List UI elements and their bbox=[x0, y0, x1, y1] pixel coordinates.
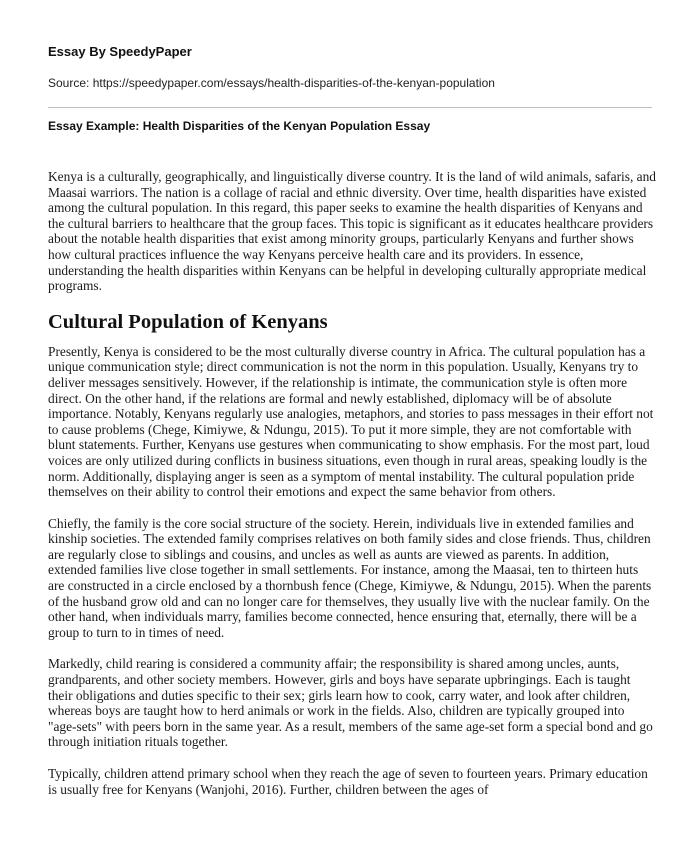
body-paragraph: Markedly, child rearing is considered a community affair; the responsibility is shared among uncles, aunts, grandparents, and other society members. However, girls and boys have separate upbringings. Each is taught their obligations and duties specific to their sex; girls learn how to cook, carry water, and look after children, whereas boys are taught how to herd animals or work in the fields. Also, children are typically grouped into "age-sets" with peers born in the same year. As a result, members of the same age-set form a special bond and go through initiation rituals together. bbox=[48, 656, 653, 750]
header-divider bbox=[48, 107, 652, 108]
body-paragraph: Typically, children attend primary school when they reach the age of seven to fourteen years. Primary education is usually free for Kenyans (Wanjohi, 2016). Further, children between the ages of bbox=[48, 766, 648, 797]
essay-body bbox=[48, 169, 656, 813]
source-line: Source: https://speedypaper.com/essays/health-disparities-of-the-kenyan-population bbox=[48, 76, 495, 90]
section-heading: Cultural Population of Kenyans bbox=[48, 310, 328, 333]
essay-title: Essay Example: Health Disparities of the Kenyan Population Essay bbox=[48, 119, 431, 133]
intro-paragraph: Kenya is a culturally, geographically, and linguistically diverse country. It is the land of wild animals, safaris, and Maasai warriors. The nation is a collage of racial and ethnic diversity. Over time, health disparities have existed among the cultural population. In this regard, this paper seeks to examine the health disparities of Kenyans and the cultural barriers to healthcare that the group faces. This topic is significant as it educates healthcare providers about the notable health disparities that exist among minority groups, particularly Kenyans and further shows how cultural practices influence the way Kenyans perceive health care and its providers. In essence, understanding the health disparities within Kenyans can be helpful in developing culturally appropriate medical programs. bbox=[48, 169, 656, 294]
brand-label: Essay By SpeedyPaper bbox=[48, 44, 192, 59]
body-paragraph: Chiefly, the family is the core social structure of the society. Herein, individuals live in extended families and kinship societies. The extended family comprises relatives on both family sides and close friends. Thus, children are regularly close to siblings and cousins, and uncles as well as aunts are viewed as parents. In addition, extended families live close together in small settlements. For instance, among the Maasai, ten to thirteen huts are constructed in a circle enclosed by a thornbush fence (Chege, Kimiywe, & Ndungu, 2015). When the parents of the husband grow old and can no longer care for themselves, they usually live with the nuclear family. On the other hand, when individuals marry, families become connected, hence ensuring that, eternally, there will be a group to turn to in times of need. bbox=[48, 515, 652, 640]
body-paragraph: Presently, Kenya is considered to be the most culturally diverse country in Africa. The cultural population has a unique communication style; direct communication is not the norm in this population. Usually, Kenyans try to deliver messages sensitively. However, if the relationship is intimate, the communication style is often more direct. On the other hand, if the relations are formal and newly established, diplomacy will be of absolute importance. Notably, Kenyans regularly use analogies, metaphors, and stories to pass messages in their effort not to cause problems (Chege, Kimiywe, & Ndungu, 2015). To put it more simple, they are not comfortable with blunt statements. Further, Kenyans use gestures when communicating to show emphasis. For the most part, loud voices are only utilized during conflicts in business situations, even though in rural areas, speaking loudly is the norm. Additionally, displaying anger is seen as a symptom of mental instability. The cultural population pride themselves on their ability to control their emotions and expect the same behavior from others. bbox=[48, 343, 654, 500]
